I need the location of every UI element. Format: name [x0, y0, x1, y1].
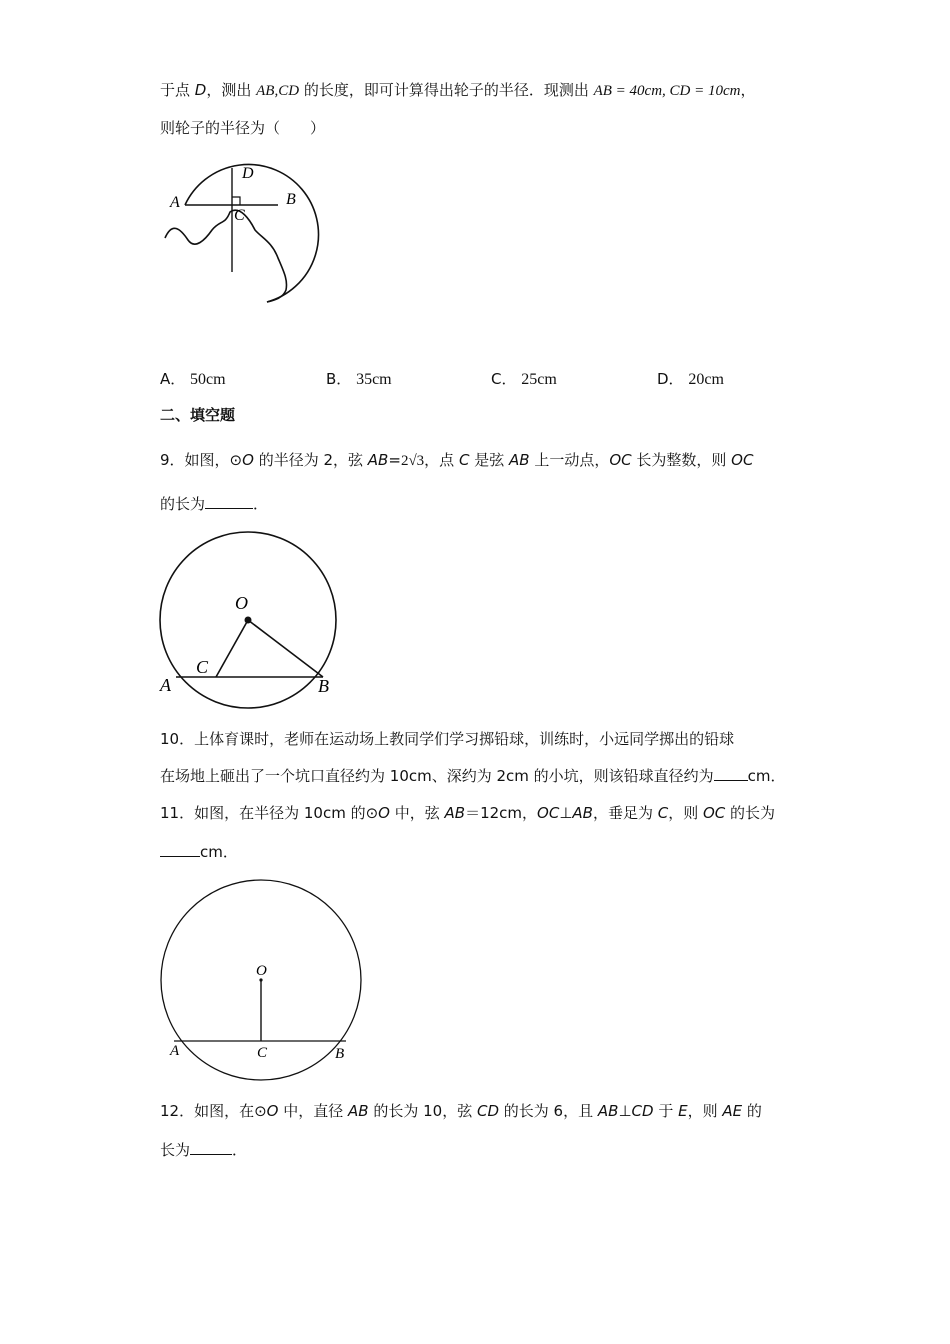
label-c: C: [196, 657, 209, 677]
wheel-arc: [185, 164, 318, 302]
answer-blank[interactable]: [190, 1140, 232, 1155]
answer-blank[interactable]: [714, 766, 748, 781]
label-a: A: [170, 194, 180, 211]
q12-text-line2: 长为 ．: [160, 1141, 248, 1159]
broken-edge: [165, 210, 287, 302]
q11-text-line2: cm．: [160, 842, 238, 862]
label-a: A: [170, 1043, 180, 1059]
q8-wheel-figure: [150, 160, 350, 310]
label-o: O: [256, 963, 267, 979]
q9-text-line1: 9．如图，⊙O 的半径为 2，弦 AB=2√3，点 C 是弦 AB 上一动点，OC 长为整数，则 OC: [160, 451, 754, 469]
q9-text-line2: 的长为 ．: [160, 495, 269, 513]
answer-blank[interactable]: [160, 842, 200, 857]
q9-circle-figure: [150, 525, 350, 700]
label-o: O: [235, 593, 248, 613]
right-angle-mark: [232, 197, 240, 205]
label-a: A: [160, 675, 171, 695]
q8-text-line2: 则轮子的半径为（ ）: [160, 119, 326, 137]
segment-oc: [216, 620, 248, 677]
option-c[interactable]: C． 25cm: [491, 370, 557, 388]
q11-circle-figure: [150, 875, 375, 1090]
label-b: B: [335, 1046, 345, 1062]
option-d[interactable]: D． 20cm: [657, 370, 724, 388]
label-b: B: [286, 191, 296, 208]
answer-blank[interactable]: [205, 494, 253, 509]
option-a[interactable]: A． 50cm: [160, 370, 226, 388]
center-point: [245, 617, 252, 624]
option-b[interactable]: B． 35cm: [326, 370, 392, 388]
q12-text-line1: 12．如图，在⊙O 中，直径 AB 的长为 10，弦 CD 的长为 6，且 AB⊥CD 于 E，则 AE 的: [160, 1102, 762, 1120]
q8-text-line1: 于点 D，测出 AB,CD 的长度，即可计算得出轮子的半径．现测出 AB = 40cm, CD = 10cm，: [160, 81, 756, 99]
section-title: 二、填空题: [160, 406, 236, 424]
label-d: D: [242, 165, 254, 182]
segment-ob: [248, 620, 323, 677]
label-c: C: [257, 1045, 268, 1061]
q10-text-line2: 在场地上砸出了一个坑口直径约为 10cm、深约为 2cm 的小坑，则该铅球直径约为 cm．: [160, 767, 786, 785]
q11-text-line1: 11．如图，在半径为 10cm 的⊙O 中，弦 AB＝12cm，OC⊥AB，垂足为 C，则 OC 的长为: [160, 804, 776, 822]
label-b: B: [318, 676, 329, 696]
q10-text-line1: 10．上体育课时，老师在运动场上教同学们学习掷铅球，训练时，小远同学掷出的铅球: [160, 730, 735, 748]
label-c: C: [234, 207, 245, 224]
